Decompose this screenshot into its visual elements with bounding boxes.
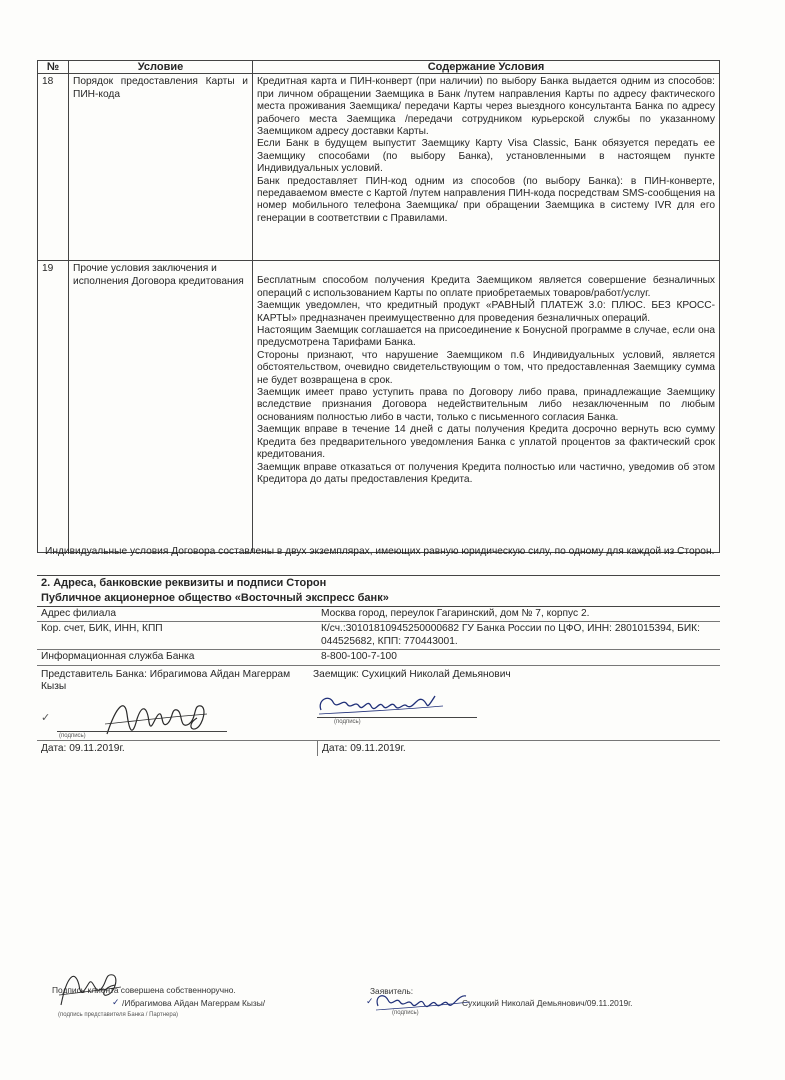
check-mark-icon: ✓ xyxy=(366,996,374,1006)
bank-date: Дата: 09.11.2019г. xyxy=(37,741,318,756)
content-paragraph: Заемщик уведомлен, что кредитный продукт «РАВНЫЙ ПЛАТЕЖ 3.0: ПЛЮС. БЕЗ КРОСС-КАРТЫ» предназначен преимущественно для проведения безналичных операций. xyxy=(257,300,715,324)
requisite-value: 8-800-100-7-100 xyxy=(321,651,397,663)
signature-caption: (подпись) xyxy=(59,732,86,739)
signature-caption: (подпись) xyxy=(334,718,361,725)
header-condition: Условие xyxy=(69,61,253,74)
applicant-signature-image xyxy=(374,988,474,1014)
conditions-table xyxy=(37,60,720,553)
header-num: № xyxy=(38,61,69,74)
borrower-name: Заемщик: Сухицкий Николай Демьянович xyxy=(313,668,511,680)
content-paragraph: Заемщик имеет право уступить права по Договору либо права, принадлежащие Заемщику вследствие признания Договора недействительным либо незаключенным по любым основаниям полностью либо в части, только с письменного согласия Банка. xyxy=(257,387,715,423)
table-row xyxy=(38,261,720,553)
content-paragraph: Заемщик вправе в течение 14 дней с даты получения Кредита досрочно вернуть всю сумму Кредита без предварительного уведомления Банка с уплатой процентов за фактический срок кредитования. xyxy=(257,424,715,461)
content-paragraph: Если Банк в будущем выпустит Заемщику Карту Visa Classic, Банк обязуется передать ее Заемщику способами (по выбору Банка), установленными в настоящем пункте Индивидуальных условий. xyxy=(257,138,715,175)
check-mark-icon: ✓ xyxy=(112,997,120,1007)
row-content xyxy=(253,261,720,553)
bank-rep-signature-image xyxy=(97,694,217,744)
applicant-caption: (подпись) xyxy=(392,1010,419,1016)
row-condition-name: Порядок предоставления Карты и ПИН-кода xyxy=(69,74,253,261)
requisite-label: Адрес филиала xyxy=(41,608,116,619)
requisite-value: Москва город, переулок Гагаринский, дом № 7, корпус 2. xyxy=(321,608,590,619)
section-requisites xyxy=(37,575,720,756)
content-paragraph: Банк предоставляет ПИН-код одним из способов (по выбору Банка): в ПИН-конверте, передаваемом вместе с Картой /путем направления ПИН-кода посредствам SMS-сообщения на номер мобильного телефона Заемщика/ при обращении Заемщика в систему IVR для его генерации в соответствии с Правилами. xyxy=(257,175,715,224)
requisite-label: Информационная служба Банка xyxy=(41,651,195,663)
borrower-signature-image xyxy=(317,688,447,718)
content-paragraph: Кредитная карта и ПИН-конверт (при наличии) по выбору Банка выдается одним из способов: при личном обращении Заемщика в Банк /путем направления Карты по адресу фактического места проживания Заемщика/ передачи Карты через выездного консультанта Банка по адресу рабочего места Заемщика /передачи сотрудником курьерской службы по указанному Заемщиком адресу доставки Карты. xyxy=(257,76,715,138)
bottom-rep-name: /Ибрагимова Айдан Магеррам Кызы/ xyxy=(122,998,266,1008)
row-number: 19 xyxy=(38,261,69,553)
borrower-signature-block xyxy=(309,666,720,740)
content-paragraph: Заемщик вправе отказаться от получения Кредита полностью или частично, уведомив об этом Кредитора до даты предоставления Кредита. xyxy=(257,461,715,485)
borrower-date: Дата: 09.11.2019г. xyxy=(322,742,406,754)
content-paragraph: Настоящим Заемщик соглашается на присоединение к Бонусной программе в случае, если она предусмотрена Тарифами Банка. xyxy=(257,325,715,349)
bank-name: Публичное акционерное общество «Восточный экспресс банк» xyxy=(37,591,720,607)
table-row xyxy=(38,74,720,261)
requisite-row xyxy=(37,607,720,622)
signature-area xyxy=(37,666,720,740)
client-signed-note: Подпись клиента совершена собственноручно. xyxy=(52,985,236,995)
requisite-label: Кор. счет, БИК, ИНН, КПП xyxy=(41,623,163,635)
requisite-row xyxy=(37,650,720,665)
applicant-label: Заявитель: xyxy=(370,986,414,996)
row-condition-name: Прочие условия заключения и исполнения Договора кредитования xyxy=(69,261,253,553)
header-content: Содержание Условия xyxy=(253,61,720,74)
check-mark-icon: ✓ xyxy=(41,711,51,724)
requisite-value: К/сч.:30101810945250000682 ГУ Банка России по ЦФО, ИНН: 2801015394, БИК: 044525682, КПП: 770443001. xyxy=(321,623,700,647)
bank-representative: Представитель Банка: Ибрагимова Айдан Магеррам Кызы xyxy=(41,668,291,693)
bottom-rep-caption: (подпись представителя Банка / Партнера) xyxy=(58,1012,179,1018)
requisite-row xyxy=(37,622,720,650)
applicant-value: Сухицкий Николай Демьянович/09.11.2019г. xyxy=(462,998,633,1008)
individual-conditions-note: Индивидуальные условия Договора составлены в двух экземплярах, имеющих равную юридическую силу, по одному для каждой из Сторон. xyxy=(45,546,715,557)
content-paragraph: Стороны признают, что нарушение Заемщиком п.6 Индивидуальных условий, является обстоятельством, очевидно свидетельствующим о том, что предоставленная Заемщику сумма не будет возвращена в срок. xyxy=(257,349,715,386)
table-header-row xyxy=(38,61,720,74)
content-paragraph: Бесплатным способом получения Кредита Заемщиком является совершение безналичных операций с использованием Карты по оплате приобретаемых товаров/работ/услуг. xyxy=(257,275,715,299)
row-content xyxy=(253,74,720,261)
row-number: 18 xyxy=(38,74,69,261)
bank-signature-block xyxy=(37,666,309,740)
section-title: 2. Адреса, банковские реквизиты и подписи Сторон xyxy=(41,577,327,589)
